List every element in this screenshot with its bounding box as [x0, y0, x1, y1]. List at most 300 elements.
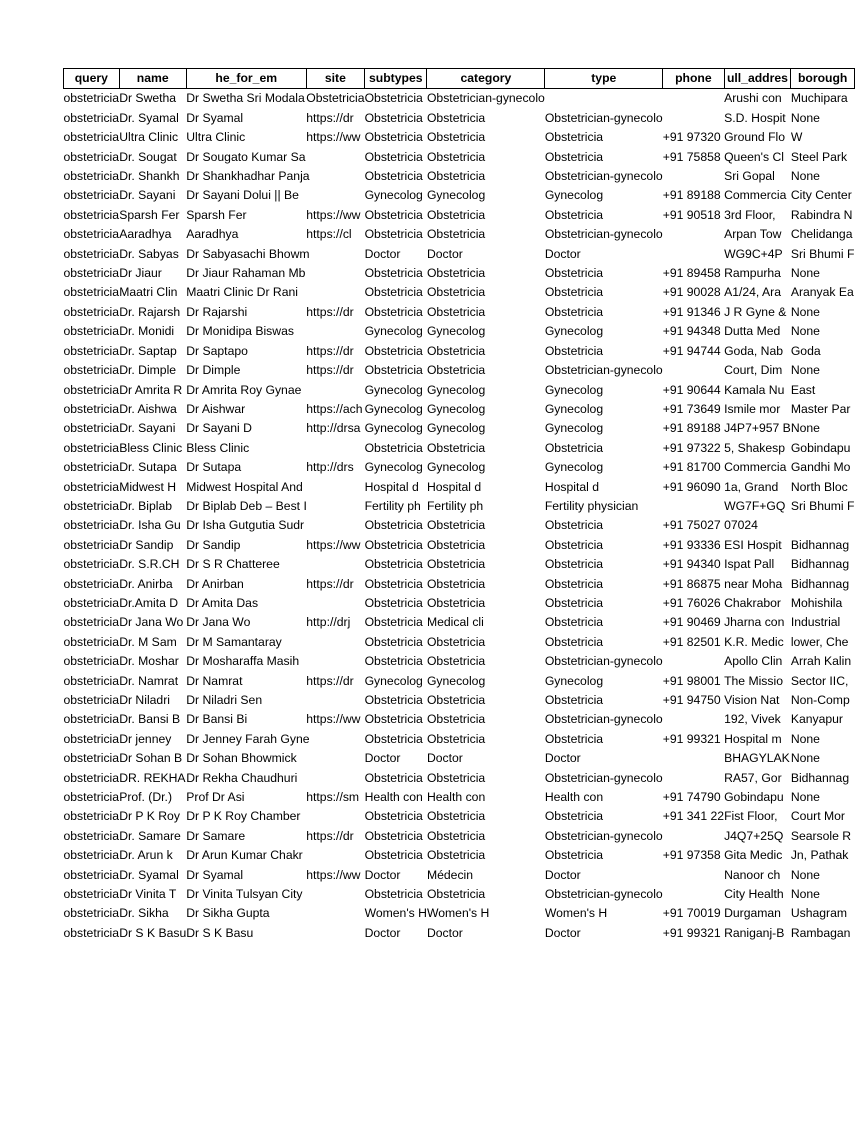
table-cell[interactable]	[306, 846, 364, 865]
table-cell[interactable]	[663, 885, 724, 904]
table-cell[interactable]: A1/24, Ara	[724, 285, 781, 300]
table-cell[interactable]: Queen's Cl	[724, 149, 784, 164]
table-cell[interactable]: Hospital d	[544, 479, 600, 494]
column-header[interactable]: borough	[791, 69, 855, 89]
table-cell[interactable]: None	[790, 887, 820, 902]
column-header[interactable]: site	[306, 69, 364, 89]
table-cell[interactable]: Dr. Sayani	[119, 421, 176, 436]
table-cell[interactable]: https://dr	[306, 828, 354, 843]
table-cell[interactable]: K.R. Medic	[724, 634, 784, 649]
table-cell[interactable]: Dr. Syamal	[119, 867, 179, 882]
table-cell[interactable]	[306, 322, 364, 341]
table-cell[interactable]: Obstetricia	[306, 91, 365, 106]
table-cell[interactable]: Obstetrician-gynecolo	[544, 770, 663, 785]
table-cell[interactable]: Doctor	[364, 867, 401, 882]
table-cell[interactable]: Dr. Aishwa	[119, 401, 177, 416]
table-cell[interactable]: lower, Che	[790, 634, 849, 649]
table-cell[interactable]: https://dr	[306, 304, 354, 319]
table-cell[interactable]: Gynecolog	[544, 401, 604, 416]
table-cell[interactable]: Dr Jenney Farah Gyne	[186, 731, 310, 746]
table-cell[interactable]: Obstetricia	[364, 518, 423, 533]
table-cell[interactable]: Doctor	[426, 751, 463, 766]
table-cell[interactable]: +91 93336	[662, 537, 721, 552]
table-cell[interactable]: Obstetricia	[426, 266, 486, 281]
table-cell[interactable]: https://dr	[306, 576, 354, 591]
table-cell[interactable]: obstetricia	[63, 343, 120, 358]
table-cell[interactable]: None	[790, 169, 820, 184]
table-cell[interactable]: Dr S R Chatteree	[186, 557, 280, 572]
table-cell[interactable]: https://cl	[306, 227, 352, 242]
table-cell[interactable]: Obstetricia	[544, 576, 604, 591]
table-cell[interactable]: +91 74790	[662, 790, 721, 805]
table-cell[interactable]: Dr S K Basu	[119, 925, 187, 940]
table-cell[interactable]: Doctor	[364, 751, 401, 766]
table-cell[interactable]: obstetricia	[63, 731, 120, 746]
table-cell[interactable]: Gynecolog	[544, 460, 604, 475]
table-cell[interactable]	[663, 769, 724, 788]
table-cell[interactable]: Obstetricia	[544, 731, 604, 746]
table-cell[interactable]	[663, 245, 724, 264]
table-cell[interactable]: Obstetricia	[426, 731, 486, 746]
table-cell[interactable]: +91 94744	[662, 343, 721, 358]
column-header[interactable]: name	[119, 69, 186, 89]
table-cell[interactable]: Dr Sayani Dolui || Be	[186, 188, 299, 203]
table-cell[interactable]: None	[790, 421, 820, 436]
table-cell[interactable]: Obstetricia	[426, 654, 486, 669]
table-cell[interactable]: Jharna con	[724, 615, 785, 630]
table-cell[interactable]: Obstetricia	[364, 731, 423, 746]
table-cell[interactable]: Obstetricia	[364, 130, 423, 145]
table-cell[interactable]: obstetricia	[63, 925, 120, 940]
table-cell[interactable]: Obstetricia	[426, 887, 486, 902]
table-cell[interactable]: Fertility physician	[544, 498, 639, 513]
table-cell[interactable]: Health con	[426, 790, 486, 805]
table-cell[interactable]	[663, 89, 724, 109]
table-cell[interactable]: obstetricia	[63, 130, 120, 145]
table-cell[interactable]	[306, 478, 364, 497]
table-cell[interactable]: Dr. Samare	[119, 828, 181, 843]
table-cell[interactable]: Obstetrician-gynecolo	[544, 712, 663, 727]
table-cell[interactable]: near Moha	[724, 576, 783, 591]
table-cell[interactable]: Dr. Arun k	[119, 848, 173, 863]
table-cell[interactable]: obstetricia	[63, 440, 120, 455]
table-cell[interactable]: +91 99321	[662, 925, 721, 940]
table-cell[interactable]: WG7F+GQ	[724, 498, 786, 513]
table-cell[interactable]: Bidhannag	[790, 537, 850, 552]
table-cell[interactable]: Gynecolog	[364, 673, 423, 688]
table-cell[interactable]: Dr Mosharaffa Masih	[186, 654, 300, 669]
table-cell[interactable]	[306, 769, 364, 788]
table-cell[interactable]: 1a, Grand	[724, 479, 779, 494]
table-cell[interactable]: Dr Samare	[186, 828, 246, 843]
table-cell[interactable]: obstetricia	[63, 304, 120, 319]
table-cell[interactable]: Dr Vinita Tulsyan City	[186, 887, 303, 902]
table-cell[interactable]: Dr. Sougat	[119, 149, 177, 164]
table-cell[interactable]: Ispat Pall	[724, 557, 775, 572]
table-cell[interactable]: http://drs	[306, 460, 354, 475]
table-cell[interactable]: Obstetricia	[544, 207, 604, 222]
table-cell[interactable]: Dr P K Roy	[119, 809, 180, 824]
table-cell[interactable]: Medical cli	[426, 615, 484, 630]
table-cell[interactable]: Dr Dimple	[186, 363, 241, 378]
table-cell[interactable]	[663, 652, 724, 671]
table-cell[interactable]	[306, 516, 364, 535]
table-cell[interactable]: Doctor	[544, 925, 581, 940]
table-cell[interactable]: Obstetricia	[364, 576, 423, 591]
table-cell[interactable]: Obstetricia	[544, 848, 604, 863]
table-cell[interactable]	[663, 866, 724, 885]
table-cell[interactable]: Gynecolog	[426, 324, 486, 339]
table-cell[interactable]: Doctor	[544, 751, 581, 766]
table-cell[interactable]	[306, 924, 364, 943]
table-cell[interactable]: Gobindapu	[724, 790, 784, 805]
table-cell[interactable]: Dr Biplab Deb – Best I	[186, 498, 307, 513]
table-cell[interactable]: +91 91346	[662, 304, 721, 319]
table-cell[interactable]: Gynecolog	[544, 673, 604, 688]
table-cell[interactable]: obstetricia	[63, 363, 120, 378]
table-cell[interactable]: Dr Amrita R	[119, 382, 183, 397]
table-cell[interactable]: obstetricia	[63, 460, 120, 475]
table-cell[interactable]: +91 96090	[662, 479, 721, 494]
table-cell[interactable]: Obstetricia	[426, 518, 486, 533]
table-cell[interactable]: Dr.Amita D	[119, 595, 179, 610]
table-cell[interactable]: City Center	[790, 188, 852, 203]
table-cell[interactable]: Commercia	[724, 460, 787, 475]
table-cell[interactable]: Dr Niladri Sen	[186, 693, 263, 707]
table-cell[interactable]: Ground Flo	[724, 130, 786, 145]
table-cell[interactable]: Doctor	[544, 867, 581, 882]
table-cell[interactable]: J4P7+957 B	[724, 421, 791, 436]
table-cell[interactable]: Obstetricia	[426, 809, 486, 824]
table-cell[interactable]: Dr Anirban	[186, 576, 244, 591]
table-cell[interactable]: Dr S K Basu	[186, 925, 254, 940]
table-cell[interactable]: Gynecolog	[364, 188, 423, 203]
table-cell[interactable]: https://ww	[306, 207, 361, 222]
table-cell[interactable]: Obstetricia	[426, 595, 486, 610]
table-cell[interactable]: Sri Gopal	[724, 169, 775, 184]
table-cell[interactable]: obstetricia	[63, 557, 120, 572]
table-cell[interactable]: Maatri Clinic Dr Rani	[186, 285, 298, 300]
table-cell[interactable]: https://dr	[306, 110, 354, 125]
table-cell[interactable]	[306, 497, 364, 516]
table-cell[interactable]: Dr jenney	[119, 731, 172, 746]
table-cell[interactable]: Court Mor	[790, 809, 845, 824]
table-cell[interactable]: Rambagan	[790, 925, 851, 940]
table-cell[interactable]	[663, 225, 724, 244]
table-cell[interactable]: Obstetricia	[544, 809, 604, 824]
table-cell[interactable]: Doctor	[364, 925, 401, 940]
table-cell[interactable]: Goda, Nab	[724, 343, 784, 358]
table-cell[interactable]: Chakrabor	[724, 595, 781, 610]
table-cell[interactable]: obstetricia	[63, 887, 120, 902]
table-cell[interactable]: Dr Jana Wo	[186, 615, 251, 630]
table-cell[interactable]: Obstetricia	[364, 285, 423, 300]
table-cell[interactable]: Obstetricia	[544, 595, 604, 610]
table-cell[interactable]	[306, 167, 364, 186]
table-cell[interactable]: None	[790, 790, 820, 805]
column-header[interactable]: query	[64, 69, 120, 89]
table-cell[interactable]: Maatri Clin	[119, 285, 178, 300]
table-cell[interactable]: Obstetricia	[364, 595, 423, 610]
table-cell[interactable]: Dr Sougato Kumar Sa	[186, 149, 306, 164]
table-cell[interactable]: Muchipara	[790, 91, 848, 106]
table-cell[interactable]: Obstetricia	[544, 440, 604, 455]
table-cell[interactable]	[663, 109, 724, 128]
table-cell[interactable]: Dr. Sabyas	[119, 246, 179, 261]
table-cell[interactable]: Obstetrician-gynecolo	[544, 363, 663, 378]
table-cell[interactable]	[306, 594, 364, 613]
table-cell[interactable]: Obstetricia	[426, 557, 486, 572]
table-cell[interactable]: Dr Saptapo	[186, 343, 248, 358]
table-cell[interactable]: https://ww	[306, 867, 361, 882]
table-cell[interactable]: None	[790, 867, 820, 882]
table-cell[interactable]: Obstetricia	[364, 91, 423, 106]
table-cell[interactable]: Obstetrician-gynecolo	[544, 227, 663, 242]
table-cell[interactable]	[663, 710, 724, 729]
column-header[interactable]: subtypes	[365, 69, 427, 89]
table-cell[interactable]: Dr. Syamal	[119, 110, 179, 125]
table-cell[interactable]: +91 75027	[662, 518, 721, 533]
table-cell[interactable]: Dr Sohan Bhowmick	[186, 751, 297, 766]
table-cell[interactable]: Doctor	[426, 246, 463, 261]
table-cell[interactable]: Obstetricia	[426, 130, 486, 145]
table-cell[interactable]: Obstetricia	[544, 537, 604, 552]
table-cell[interactable]: Hospital d	[426, 479, 482, 494]
table-cell[interactable]: Obstetricia	[364, 693, 423, 707]
table-cell[interactable]: Ismile mor	[724, 401, 781, 416]
table-cell[interactable]: East	[790, 382, 816, 397]
column-header[interactable]: category	[427, 69, 545, 89]
table-cell[interactable]: Ultra Clinic	[119, 130, 179, 145]
table-cell[interactable]: Gynecolog	[426, 382, 486, 397]
table-cell[interactable]: http://drj	[306, 615, 351, 630]
table-cell[interactable]: Raniganj-B	[724, 925, 785, 940]
table-cell[interactable]: Obstetricia	[364, 110, 423, 125]
table-cell[interactable]: Searsole R	[790, 828, 852, 843]
table-cell[interactable]: obstetricia	[63, 91, 120, 106]
table-cell[interactable]: obstetricia	[63, 848, 120, 863]
table-cell[interactable]: +91 75858	[662, 149, 721, 164]
table-cell[interactable]: Rabindra N	[790, 207, 853, 222]
table-cell[interactable]: Doctor	[426, 925, 463, 940]
table-cell[interactable]: obstetricia	[63, 110, 120, 125]
table-cell[interactable]: Dr Syamal	[186, 110, 244, 125]
table-cell[interactable]	[791, 516, 855, 535]
table-cell[interactable]	[306, 652, 364, 671]
table-cell[interactable]	[663, 167, 724, 186]
table-cell[interactable]: Hospital m	[724, 731, 782, 746]
table-cell[interactable]: Obstetricia	[544, 557, 604, 572]
table-cell[interactable]: Dr. Sutapa	[119, 460, 177, 475]
table-cell[interactable]: Gynecolog	[544, 421, 604, 436]
table-cell[interactable]: ESI Hospit	[724, 537, 782, 552]
table-cell[interactable]: Dr Amita Das	[186, 595, 259, 610]
table-cell[interactable]: Obstetricia	[364, 615, 423, 630]
table-cell[interactable]: Obstetricia	[364, 634, 423, 649]
table-cell[interactable]: obstetricia	[63, 246, 120, 261]
table-cell[interactable]: Aranyak Ea	[790, 285, 854, 300]
table-cell[interactable]: Obstetricia	[544, 304, 604, 319]
table-cell[interactable]: S.D. Hospit	[724, 110, 786, 125]
table-cell[interactable]: Obstetricia	[364, 207, 423, 222]
table-cell[interactable]: Sparsh Fer	[119, 207, 180, 222]
table-cell[interactable]: Obstetricia	[364, 343, 423, 358]
table-cell[interactable]: obstetricia	[63, 188, 120, 203]
table-cell[interactable]: Dr Isha Gutgutia Sudr	[186, 518, 305, 533]
table-cell[interactable]: Goda	[790, 343, 821, 358]
table-cell[interactable]: Dr. S.R.CH	[119, 557, 180, 572]
table-cell[interactable]: Dr. Isha Gu	[119, 518, 181, 533]
table-cell[interactable]: Obstetricia	[426, 537, 486, 552]
table-cell[interactable]: Dr Bansi Bi	[186, 712, 248, 727]
table-cell[interactable]: obstetricia	[63, 595, 120, 610]
table-cell[interactable]: Obstetricia	[544, 149, 604, 164]
table-cell[interactable]: Obstetricia	[364, 169, 423, 184]
table-cell[interactable]: https://ach	[306, 401, 363, 416]
table-cell[interactable]: Apollo Clin	[724, 654, 783, 669]
table-cell[interactable]	[306, 555, 364, 574]
table-cell[interactable]: Obstetrician-gynecolo	[544, 654, 663, 669]
table-cell[interactable]	[545, 89, 663, 109]
table-cell[interactable]: Women's H	[364, 906, 427, 921]
table-cell[interactable]: obstetricia	[63, 867, 120, 882]
table-cell[interactable]: Bidhannag	[790, 557, 850, 572]
table-cell[interactable]: obstetricia	[63, 266, 120, 281]
table-cell[interactable]: Obstetricia	[544, 518, 604, 533]
table-cell[interactable]: Women's H	[426, 906, 490, 921]
table-cell[interactable]: Sri Bhumi F	[790, 498, 855, 513]
table-cell[interactable]	[306, 749, 364, 768]
table-cell[interactable]	[306, 148, 364, 167]
table-cell[interactable]: Dr Sohan B	[119, 751, 183, 766]
table-cell[interactable]: obstetricia	[63, 809, 120, 824]
table-cell[interactable]: Obstetricia	[426, 693, 486, 707]
table-cell[interactable]: obstetricia	[63, 479, 120, 494]
table-cell[interactable]: Obstetricia	[364, 440, 423, 455]
table-cell[interactable]: 07024	[724, 518, 758, 533]
table-cell[interactable]	[663, 497, 724, 516]
table-cell[interactable]: obstetricia	[63, 654, 120, 669]
table-cell[interactable]: Bidhannag	[790, 576, 850, 591]
table-cell[interactable]: +91 89458	[662, 266, 721, 281]
table-cell[interactable]: Obstetrician-gynecolo	[544, 828, 663, 843]
table-cell[interactable]: Obstetricia	[364, 887, 423, 902]
table-cell[interactable]: +91 76026	[662, 595, 721, 610]
table-cell[interactable]: Obstetricia	[426, 149, 486, 164]
table-cell[interactable]: Nanoor ch	[724, 867, 781, 882]
table-cell[interactable]: Dr Vinita T	[119, 887, 177, 902]
table-cell[interactable]: obstetricia	[63, 615, 120, 630]
table-cell[interactable]: Obstetricia	[426, 304, 486, 319]
table-cell[interactable]: Obstetrician-gynecolo	[544, 887, 663, 902]
table-cell[interactable]: Fertility ph	[364, 498, 421, 513]
table-cell[interactable]: Commercia	[724, 188, 787, 203]
table-cell[interactable]: Master Par	[790, 401, 851, 416]
table-cell[interactable]: Dr Syamal	[186, 867, 244, 882]
table-cell[interactable]: obstetricia	[63, 673, 120, 688]
table-cell[interactable]: obstetricia	[63, 149, 120, 164]
table-cell[interactable]: Dr Sikha Gupta	[186, 906, 270, 921]
table-cell[interactable]: obstetricia	[63, 906, 120, 921]
table-cell[interactable]: https://dr	[306, 343, 354, 358]
table-cell[interactable]: J4Q7+25Q	[724, 828, 784, 843]
table-cell[interactable]: obstetricia	[63, 169, 120, 184]
table-cell[interactable]: obstetricia	[63, 828, 120, 843]
table-cell[interactable]: Aaradhya	[119, 227, 172, 242]
table-cell[interactable]: North Bloc	[790, 479, 848, 494]
table-cell[interactable]: Dr. Anirba	[119, 576, 173, 591]
table-cell[interactable]: Obstetricia	[426, 285, 486, 300]
table-cell[interactable]: Dr Amrita Roy Gynae	[186, 382, 302, 397]
table-cell[interactable]: +91 98001	[662, 673, 721, 688]
table-cell[interactable]: +91 81700	[662, 460, 721, 475]
table-cell[interactable]: Prof. (Dr.)	[119, 790, 173, 805]
table-cell[interactable]: https://ww	[306, 130, 361, 145]
table-cell[interactable]	[306, 633, 364, 652]
table-cell[interactable]: None	[790, 324, 820, 339]
table-cell[interactable]: Chelidanga	[790, 227, 853, 242]
table-cell[interactable]: https://dr	[306, 363, 354, 378]
table-cell[interactable]: obstetricia	[63, 401, 120, 416]
table-cell[interactable]: Obstetricia	[426, 227, 486, 242]
table-cell[interactable]: Prof Dr Asi	[186, 790, 245, 805]
table-cell[interactable]: Obstetricia	[426, 576, 486, 591]
table-cell[interactable]: Kanyapur	[790, 712, 843, 727]
table-cell[interactable]: Kamala Nu	[724, 382, 785, 397]
table-cell[interactable]: Vision Nat	[724, 693, 780, 707]
table-cell[interactable]: Gynecolog	[426, 421, 486, 436]
table-cell[interactable]: Midwest Hospital And	[186, 479, 303, 494]
table-cell[interactable]: Dr M Samantaray	[186, 634, 282, 649]
table-cell[interactable]: Sector IIC,	[790, 673, 849, 688]
table-cell[interactable]: None	[790, 751, 820, 766]
table-cell[interactable]: Obstetricia	[544, 266, 604, 281]
table-cell[interactable]: Obstetricia	[426, 343, 486, 358]
table-cell[interactable]: Dr Rekha Chaudhuri	[186, 770, 298, 785]
table-cell[interactable]: W	[790, 130, 803, 145]
table-cell[interactable]: Obstetricia	[364, 537, 423, 552]
table-cell[interactable]: Gita Medic	[724, 848, 783, 863]
table-cell[interactable]: Mohishila	[790, 595, 843, 610]
table-cell[interactable]: Obstetricia	[544, 285, 604, 300]
table-cell[interactable]: Gynecolog	[364, 401, 423, 416]
table-cell[interactable]: +91 82501	[662, 634, 721, 649]
table-cell[interactable]: +91 90469	[662, 615, 721, 630]
table-cell[interactable]: https://ww	[306, 712, 361, 727]
table-cell[interactable]: Bless Clinic	[119, 440, 183, 455]
table-cell[interactable]: Dr Jana Wo	[119, 615, 184, 630]
table-cell[interactable]: Dr Niladri	[119, 693, 170, 707]
table-cell[interactable]: obstetricia	[63, 634, 120, 649]
table-cell[interactable]: None	[790, 731, 820, 746]
table-cell[interactable]: Gynecolog	[544, 324, 604, 339]
table-cell[interactable]	[306, 245, 364, 264]
table-cell[interactable]: +91 86875	[662, 576, 721, 591]
column-header[interactable]: he_for_em	[186, 69, 306, 89]
table-cell[interactable]: Gynecolog	[426, 460, 486, 475]
table-cell[interactable]	[663, 361, 724, 380]
table-cell[interactable]	[306, 186, 364, 205]
table-cell[interactable]: Dr. Sikha	[119, 906, 169, 921]
table-cell[interactable]: None	[790, 304, 820, 319]
table-cell[interactable]: Non-Comp	[790, 693, 850, 707]
table-cell[interactable]: City Health	[724, 887, 784, 902]
table-cell[interactable]: Arpan Tow	[724, 227, 782, 242]
table-cell[interactable]: Dr. Rajarsh	[119, 304, 181, 319]
table-cell[interactable]	[306, 885, 364, 904]
table-cell[interactable]: obstetricia	[63, 751, 120, 766]
table-cell[interactable]: Health con	[544, 790, 604, 805]
